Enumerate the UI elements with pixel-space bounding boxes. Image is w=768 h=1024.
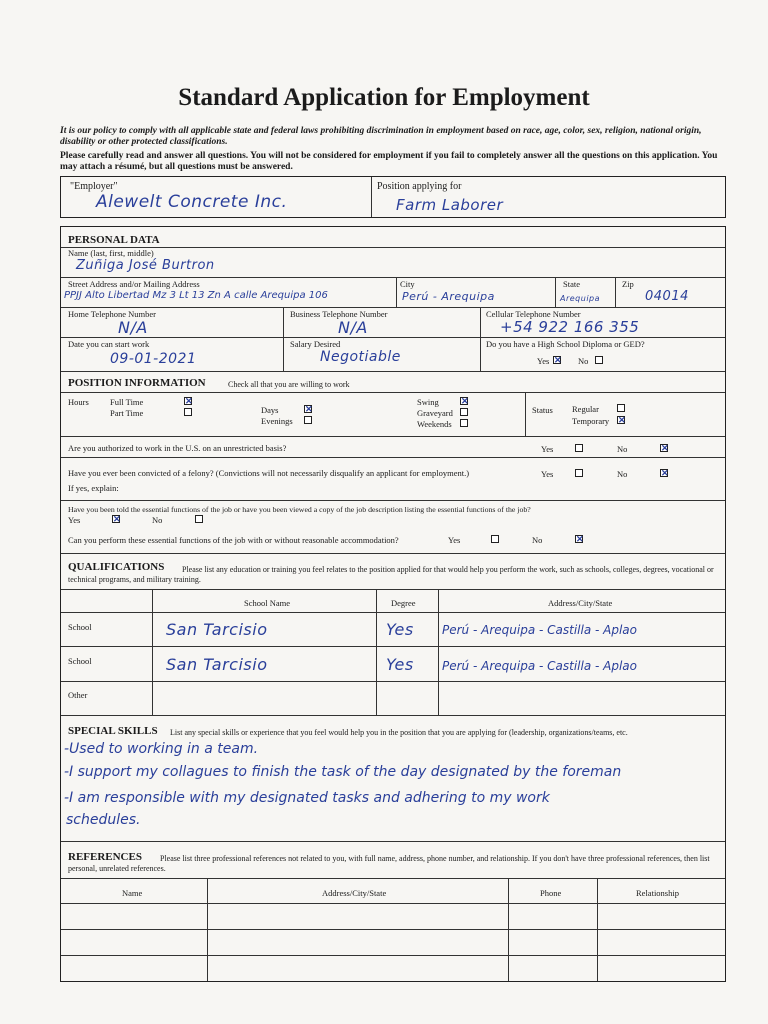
status-label: Status: [532, 405, 553, 415]
hours-label: Hours: [68, 397, 89, 407]
ref-col-address: Address/City/State: [322, 888, 387, 898]
name-value[interactable]: Zuñiga José Burtron: [76, 258, 215, 273]
essential-told-question: Have you been told the essential functions of the job or have you been viewed a copy of the job description listing the essential functions of the job?: [68, 505, 531, 514]
city-value[interactable]: Perú - Arequipa: [402, 290, 495, 303]
address-value[interactable]: PPJJ Alto Libertad Mz 3 Lt 13 Zn A calle Arequipa 106: [64, 290, 328, 301]
essential-told-no-checkbox[interactable]: [195, 515, 203, 523]
special-skills-note: List any special skills or experience that you feel would help you in the position that you are applying for (leadership, organizations/teams, etc.: [170, 728, 628, 737]
essential-told-no-label: No: [152, 515, 163, 525]
zip-value[interactable]: 04014: [645, 289, 689, 304]
swing-label: Swing: [417, 397, 439, 407]
col-degree: Degree: [391, 598, 416, 608]
authorized-yes-checkbox[interactable]: [575, 444, 583, 452]
diploma-yes-checkbox[interactable]: ✕: [554, 355, 562, 365]
qual-row-1-address[interactable]: Perú - Arequipa - Castilla - Aplao: [442, 623, 637, 637]
ref-col-name: Name: [122, 888, 143, 898]
references-heading: REFERENCES: [68, 851, 142, 863]
qualifications-note: Please list any education or training you feel relates to the position applied for that would help you perform the work, such as schools, colleges, degrees, vocational or technical programs, and military training.: [68, 565, 714, 584]
essential-perform-no-checkbox[interactable]: ✕: [576, 534, 584, 544]
felony-question: Have you ever been convicted of a felony? (Convictions will not necessarily disqualify an applicant for employment.): [68, 468, 470, 478]
cell-phone-label: Cellular Telephone Number: [486, 309, 581, 319]
qual-row-1-label: School: [68, 622, 92, 632]
employer-label: "Employer": [70, 181, 118, 192]
qual-row-2-degree[interactable]: Yes: [386, 655, 414, 674]
skills-line-1[interactable]: -Used to working in a team.: [64, 741, 259, 757]
business-phone-label: Business Telephone Number: [290, 309, 388, 319]
qual-row-2-label: School: [68, 656, 92, 666]
personal-data-heading: PERSONAL DATA: [68, 234, 160, 246]
essential-perform-yes-checkbox[interactable]: [491, 535, 499, 543]
days-label: Days: [261, 405, 279, 415]
employer-value[interactable]: Alewelt Concrete Inc.: [96, 192, 288, 212]
policy-statement: It is our policy to comply with all applicable state and federal laws prohibiting discrimination in employment based on race, age, color, sex, religion, national origin, disability or other protected classifications.: [60, 126, 702, 147]
special-skills-heading: SPECIAL SKILLS: [68, 725, 158, 737]
qualifications-heading: QUALIFICATIONS: [68, 561, 165, 573]
temporary-label: Temporary: [572, 416, 610, 426]
authorized-question: Are you authorized to work in the U.S. on an unrestricted basis?: [68, 443, 287, 453]
felony-yes-label: Yes: [541, 469, 554, 479]
col-school-name: School Name: [244, 598, 291, 608]
felony-no-checkbox[interactable]: ✕: [661, 468, 669, 478]
temporary-checkbox[interactable]: ✕: [618, 415, 626, 425]
part-time-checkbox[interactable]: [184, 408, 192, 416]
instructions-statement: Please carefully read and answer all questions. You will not be considered for employment if you fail to completely answer all the questions on this application. You may attach a résumé, but all questions must be answered.: [60, 151, 718, 172]
name-label: Name (last, first, middle): [68, 248, 154, 258]
essential-perform-question: Can you perform these essential functions of the job with or without reasonable accommodation?: [68, 535, 399, 545]
essential-perform-no-label: No: [532, 535, 543, 545]
reference-row[interactable]: [61, 955, 725, 956]
home-phone-value[interactable]: N/A: [118, 318, 148, 337]
start-date-label: Date you can start work: [68, 339, 150, 349]
essential-perform-yes-label: Yes: [448, 535, 461, 545]
qual-row-2-school[interactable]: San Tarcisio: [166, 655, 268, 674]
diploma-no-checkbox[interactable]: [595, 356, 603, 364]
qual-row-1-school[interactable]: San Tarcisio: [166, 620, 268, 639]
qual-row-1-degree[interactable]: Yes: [386, 620, 414, 639]
essential-told-yes-label: Yes: [68, 515, 81, 525]
days-checkbox[interactable]: ✕: [305, 404, 313, 414]
cell-phone-value[interactable]: +54 922 166 355: [500, 318, 640, 336]
evenings-label: Evenings: [261, 416, 293, 426]
ref-col-relationship: Relationship: [636, 888, 679, 898]
qual-row-2-address[interactable]: Perú - Arequipa - Castilla - Aplao: [442, 659, 637, 673]
authorized-no-label: No: [617, 444, 628, 454]
swing-checkbox[interactable]: ✕: [461, 396, 469, 406]
start-date-value[interactable]: 09-01-2021: [110, 351, 197, 367]
business-phone-value[interactable]: N/A: [338, 318, 368, 337]
salary-value[interactable]: Negotiable: [320, 349, 401, 365]
position-info-heading: POSITION INFORMATION: [68, 377, 206, 389]
diploma-no-label: No: [578, 356, 589, 366]
evenings-checkbox[interactable]: [304, 416, 312, 424]
home-phone-label: Home Telephone Number: [68, 309, 157, 319]
diploma-yes-label: Yes: [537, 356, 550, 366]
references-note: Please list three professional references not related to you, with full name, address, phone number, and relationship. If you don't have three professional references, then list personal, unrelated references.: [68, 854, 710, 873]
ref-col-phone: Phone: [540, 888, 562, 898]
position-label: Position applying for: [377, 181, 462, 192]
state-label: State: [563, 279, 580, 289]
felony-no-label: No: [617, 469, 628, 479]
full-time-checkbox[interactable]: ✕: [185, 396, 193, 406]
graveyard-label: Graveyard: [417, 408, 453, 418]
regular-label: Regular: [572, 404, 599, 414]
skills-line-4[interactable]: schedules.: [66, 812, 141, 828]
felony-yes-checkbox[interactable]: [575, 469, 583, 477]
state-value[interactable]: Arequipa: [560, 294, 601, 303]
skills-line-2[interactable]: -I support my collagues to finish the task of the day designated by the foreman: [64, 764, 622, 780]
graveyard-checkbox[interactable]: [460, 408, 468, 416]
reference-row[interactable]: [61, 929, 725, 930]
qual-row-3-label: Other: [68, 690, 88, 700]
part-time-label: Part Time: [110, 408, 144, 418]
zip-label: Zip: [622, 279, 634, 289]
skills-line-3[interactable]: -I am responsible with my designated tasks and adhering to my work: [64, 790, 550, 806]
col-address: Address/City/State: [548, 598, 613, 608]
essential-told-yes-checkbox[interactable]: ✕: [113, 514, 121, 524]
regular-checkbox[interactable]: [617, 404, 625, 412]
city-label: City: [400, 279, 415, 289]
position-info-note: Check all that you are willing to work: [228, 380, 350, 389]
authorized-yes-label: Yes: [541, 444, 554, 454]
address-label: Street Address and/or Mailing Address: [68, 279, 200, 289]
position-value[interactable]: Farm Laborer: [396, 196, 504, 214]
salary-label: Salary Desired: [290, 339, 341, 349]
weekends-label: Weekends: [417, 419, 452, 429]
weekends-checkbox[interactable]: [460, 419, 468, 427]
diploma-label: Do you have a High School Diploma or GED?: [486, 339, 645, 349]
felony-explain-label: If yes, explain:: [68, 483, 119, 493]
form-title: Standard Application for Employment: [178, 84, 590, 111]
full-time-label: Full Time: [110, 397, 144, 407]
authorized-no-checkbox[interactable]: ✕: [661, 443, 669, 453]
